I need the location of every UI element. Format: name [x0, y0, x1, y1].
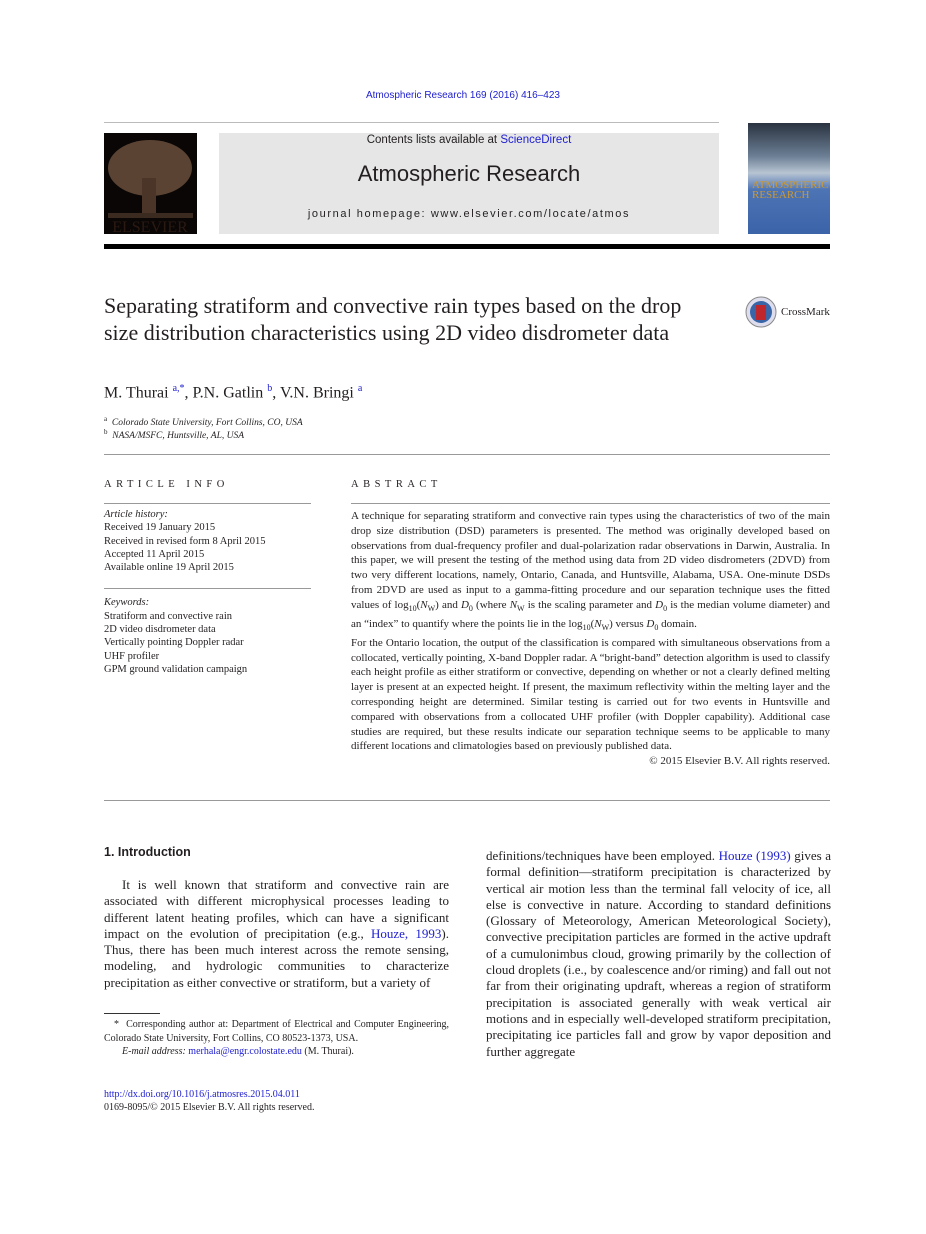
divider	[104, 122, 719, 123]
article-info	[104, 508, 311, 676]
history-item: Accepted 11 April 2015	[104, 548, 205, 560]
author: V.N. Bringi	[279, 384, 354, 402]
abstract-paragraph	[351, 509, 830, 636]
journal-homepage-link[interactable]: journal homepage: www.elsevier.com/locate/atmos	[307, 208, 631, 220]
history-item: Available online 19 April 2015	[104, 562, 234, 574]
body-paragraph: definitions/techniques have been employed. Houze (1993) gives a formal definition—stratiform precipitation is characterized by vertical air motion less than the terminal fall velocity of ice, all else is convective in nature. According to standard definitions (Glossary of Meteorology, American Meteorological Society), convective precipitation particles are formed in the active updraft of a cumulonimbus cloud, growing primarily by the collection of cloud droplets (i.e., by coalescence and/or riming) and fall out not far from their originating updraft, whereas a region of stratiform precipitation is associated generally with weak vertical air motions and in especially well-developed stratiform precipitation, precipitating ice particles fall and grow by vapor deposition and further aggregate	[486, 848, 832, 1059]
cover-title: RESEARCH	[752, 189, 810, 201]
crossmark-icon	[745, 296, 777, 328]
history-item: Received 19 January 2015	[104, 522, 216, 534]
history-item: Received in revised form 8 April 2015	[104, 535, 266, 547]
author-list: M. Thurai $^{a,*}$, P.N. Gatlin $^b$, V.N. Bringi $^a$	[104, 383, 363, 402]
abstract-text-segment: A technique for separating stratiform and convective rain types using the characteristics of two of the main drop size distribution (DSD) parameters is presented. The method was originally developed based on observations from dual-frequency profiler and dual-polarization radar observations in Darwin, Australia. In this paper, we will present the testing of the method using data from 2D video disdrometers (2DVD) from two very different locations, namely, Ontario, Canada, and Huntsville, Alabama, USA. One-minute DSDs from 2DVD are used as input to a gamma-fitting procedure and our separation technique uses the fitted values of log	[351, 510, 830, 611]
author-affiliation-link[interactable]: a,*	[172, 383, 185, 394]
footnote-rule	[104, 1013, 160, 1014]
journal-cover	[748, 123, 830, 234]
doi-link[interactable]: http://dx.doi.org/10.1016/j.atmosres.2015.04.011	[104, 1089, 300, 1100]
abstract-text-segment: N	[594, 617, 602, 630]
article-title: Separating stratiform and convective rain types based on the drop size distribution characteristics using 2D video disdrometer data	[104, 293, 682, 345]
abstract-text-segment: is the median volume diameter) and an “index” to quantify where the points lie in the log	[351, 598, 830, 630]
abstract-text-segment: W	[427, 603, 436, 613]
affiliation: $^a$ Colorado State University, Fort Collins, CO, USA	[104, 415, 303, 429]
abstract-text-segment: D	[646, 617, 655, 630]
sciencedirect-link[interactable]: ScienceDirect	[500, 134, 572, 146]
abstract-text-segment: ) and	[435, 598, 461, 611]
abstract-text-segment: ) versus	[609, 617, 647, 630]
divider	[351, 503, 830, 504]
affiliation: $^b$ NASA/MSFC, Huntsville, AL, USA	[104, 428, 245, 442]
divider	[104, 454, 830, 455]
abstract-text-segment: W	[517, 603, 525, 613]
keyword: GPM ground validation campaign	[104, 663, 248, 675]
abstract-text-segment: (	[416, 598, 421, 611]
svg-text:ELSEVIER: ELSEVIER	[112, 219, 188, 234]
abstract-text-segment: 0	[654, 622, 659, 632]
keyword: Vertically pointing Doppler radar	[104, 637, 244, 649]
keyword: UHF profiler	[104, 650, 160, 662]
divider	[104, 588, 311, 589]
footnote-email: E-mail address: merhala@engr.colostate.edu (M. Thurai).	[122, 1046, 354, 1057]
abstract-text-segment: D	[460, 598, 469, 611]
keyword: Stratiform and convective rain	[104, 610, 232, 622]
abstract-text-segment: (where	[472, 598, 510, 611]
tree-icon	[104, 133, 197, 234]
copyright: © 2015 Elsevier B.V. All rights reserved.	[649, 755, 830, 768]
article-info-heading: ARTICLE INFO	[104, 479, 229, 490]
abstract-text-segment: 0	[663, 603, 668, 613]
keyword: 2D video disdrometer data	[104, 624, 216, 636]
abstract-text-segment: N	[420, 598, 428, 611]
abstract-text-segment: (	[590, 617, 595, 630]
contents-label: Contents lists available at	[366, 134, 501, 146]
abstract-text-segment: D	[655, 598, 664, 611]
author: P.N. Gatlin	[192, 384, 264, 402]
abstract	[351, 509, 830, 769]
email-link[interactable]: merhala@engr.colostate.edu	[188, 1046, 302, 1057]
abstract-text-segment: N	[509, 598, 518, 611]
abstract-text-segment: domain.	[658, 617, 697, 630]
abstract-heading: ABSTRACT	[351, 479, 442, 490]
abstract-text-segment: 10	[582, 622, 591, 632]
history-label: Article history:	[104, 509, 168, 520]
footnote: * Corresponding author at: Department of Electrical and Computer Engineering, Colorado State University, Fort Collins, CO 80523-1373, USA.	[104, 1019, 450, 1044]
journal-citation-link[interactable]: Atmospheric Research 169 (2016) 416–423	[365, 90, 560, 101]
citation-link[interactable]: Houze (1993)	[718, 848, 791, 863]
keywords-label: Keywords:	[104, 597, 150, 609]
citation-link[interactable]: Houze, 1993	[370, 925, 442, 941]
abstract-text-segment: W	[601, 622, 610, 632]
divider	[104, 503, 311, 504]
elsevier-logo	[104, 133, 197, 234]
divider	[104, 800, 830, 801]
header-rule	[104, 244, 830, 249]
author-affiliation-link[interactable]: a	[357, 383, 363, 394]
journal-name: Atmospheric Research	[357, 161, 581, 186]
issn-copyright: 0169-8095/© 2015 Elsevier B.V. All rights reserved.	[104, 1102, 315, 1113]
author: M. Thurai	[104, 384, 169, 402]
crossmark-button[interactable]	[745, 296, 830, 328]
author-affiliation-link[interactable]: b	[267, 383, 273, 394]
journal-banner	[219, 133, 719, 234]
abstract-text-segment: 0	[468, 603, 473, 613]
section-heading: 1. Introduction	[104, 845, 191, 859]
crossmark-label: CrossMark	[781, 306, 830, 318]
body-paragraph: It is well known that stratiform and convective rain are associated with different microphysical processes leading to different latent heating profiles, which can have a significant impact on the evolution of precipitation (e.g., Houze, 1993). Thus, there has been much interest across the remote sensing, modeling, and hydrologic communities to characterize precipitation as either convective or stratiform, but a variety of	[104, 877, 449, 990]
cover-title: ATMOSPHERIC	[752, 179, 829, 191]
abstract-text-segment: is the scaling parameter and	[524, 598, 656, 611]
abstract-paragraph: For the Ontario location, the output of the classification is compared with simultaneous observations from a collocated, vertically pointing, X-band Doppler radar. A “bright-band” detection algorithm is used to classify each height profile as either stratiform or convective, depending on whether or not a clearly defined melting layer is present at an expected height. If present, the maximum reflectivity within the melting layer and the corresponding height are determined. Similar testing is carried out for two events in Huntsville and compared with observations from a collocated UHF profiler (with Doppler capability). Additional case studies are required, but these results indicate our separation technique seems to be applicable to many different locations and climatologies based on previously published data.	[351, 636, 830, 753]
abstract-text-segment: 10	[408, 603, 417, 613]
